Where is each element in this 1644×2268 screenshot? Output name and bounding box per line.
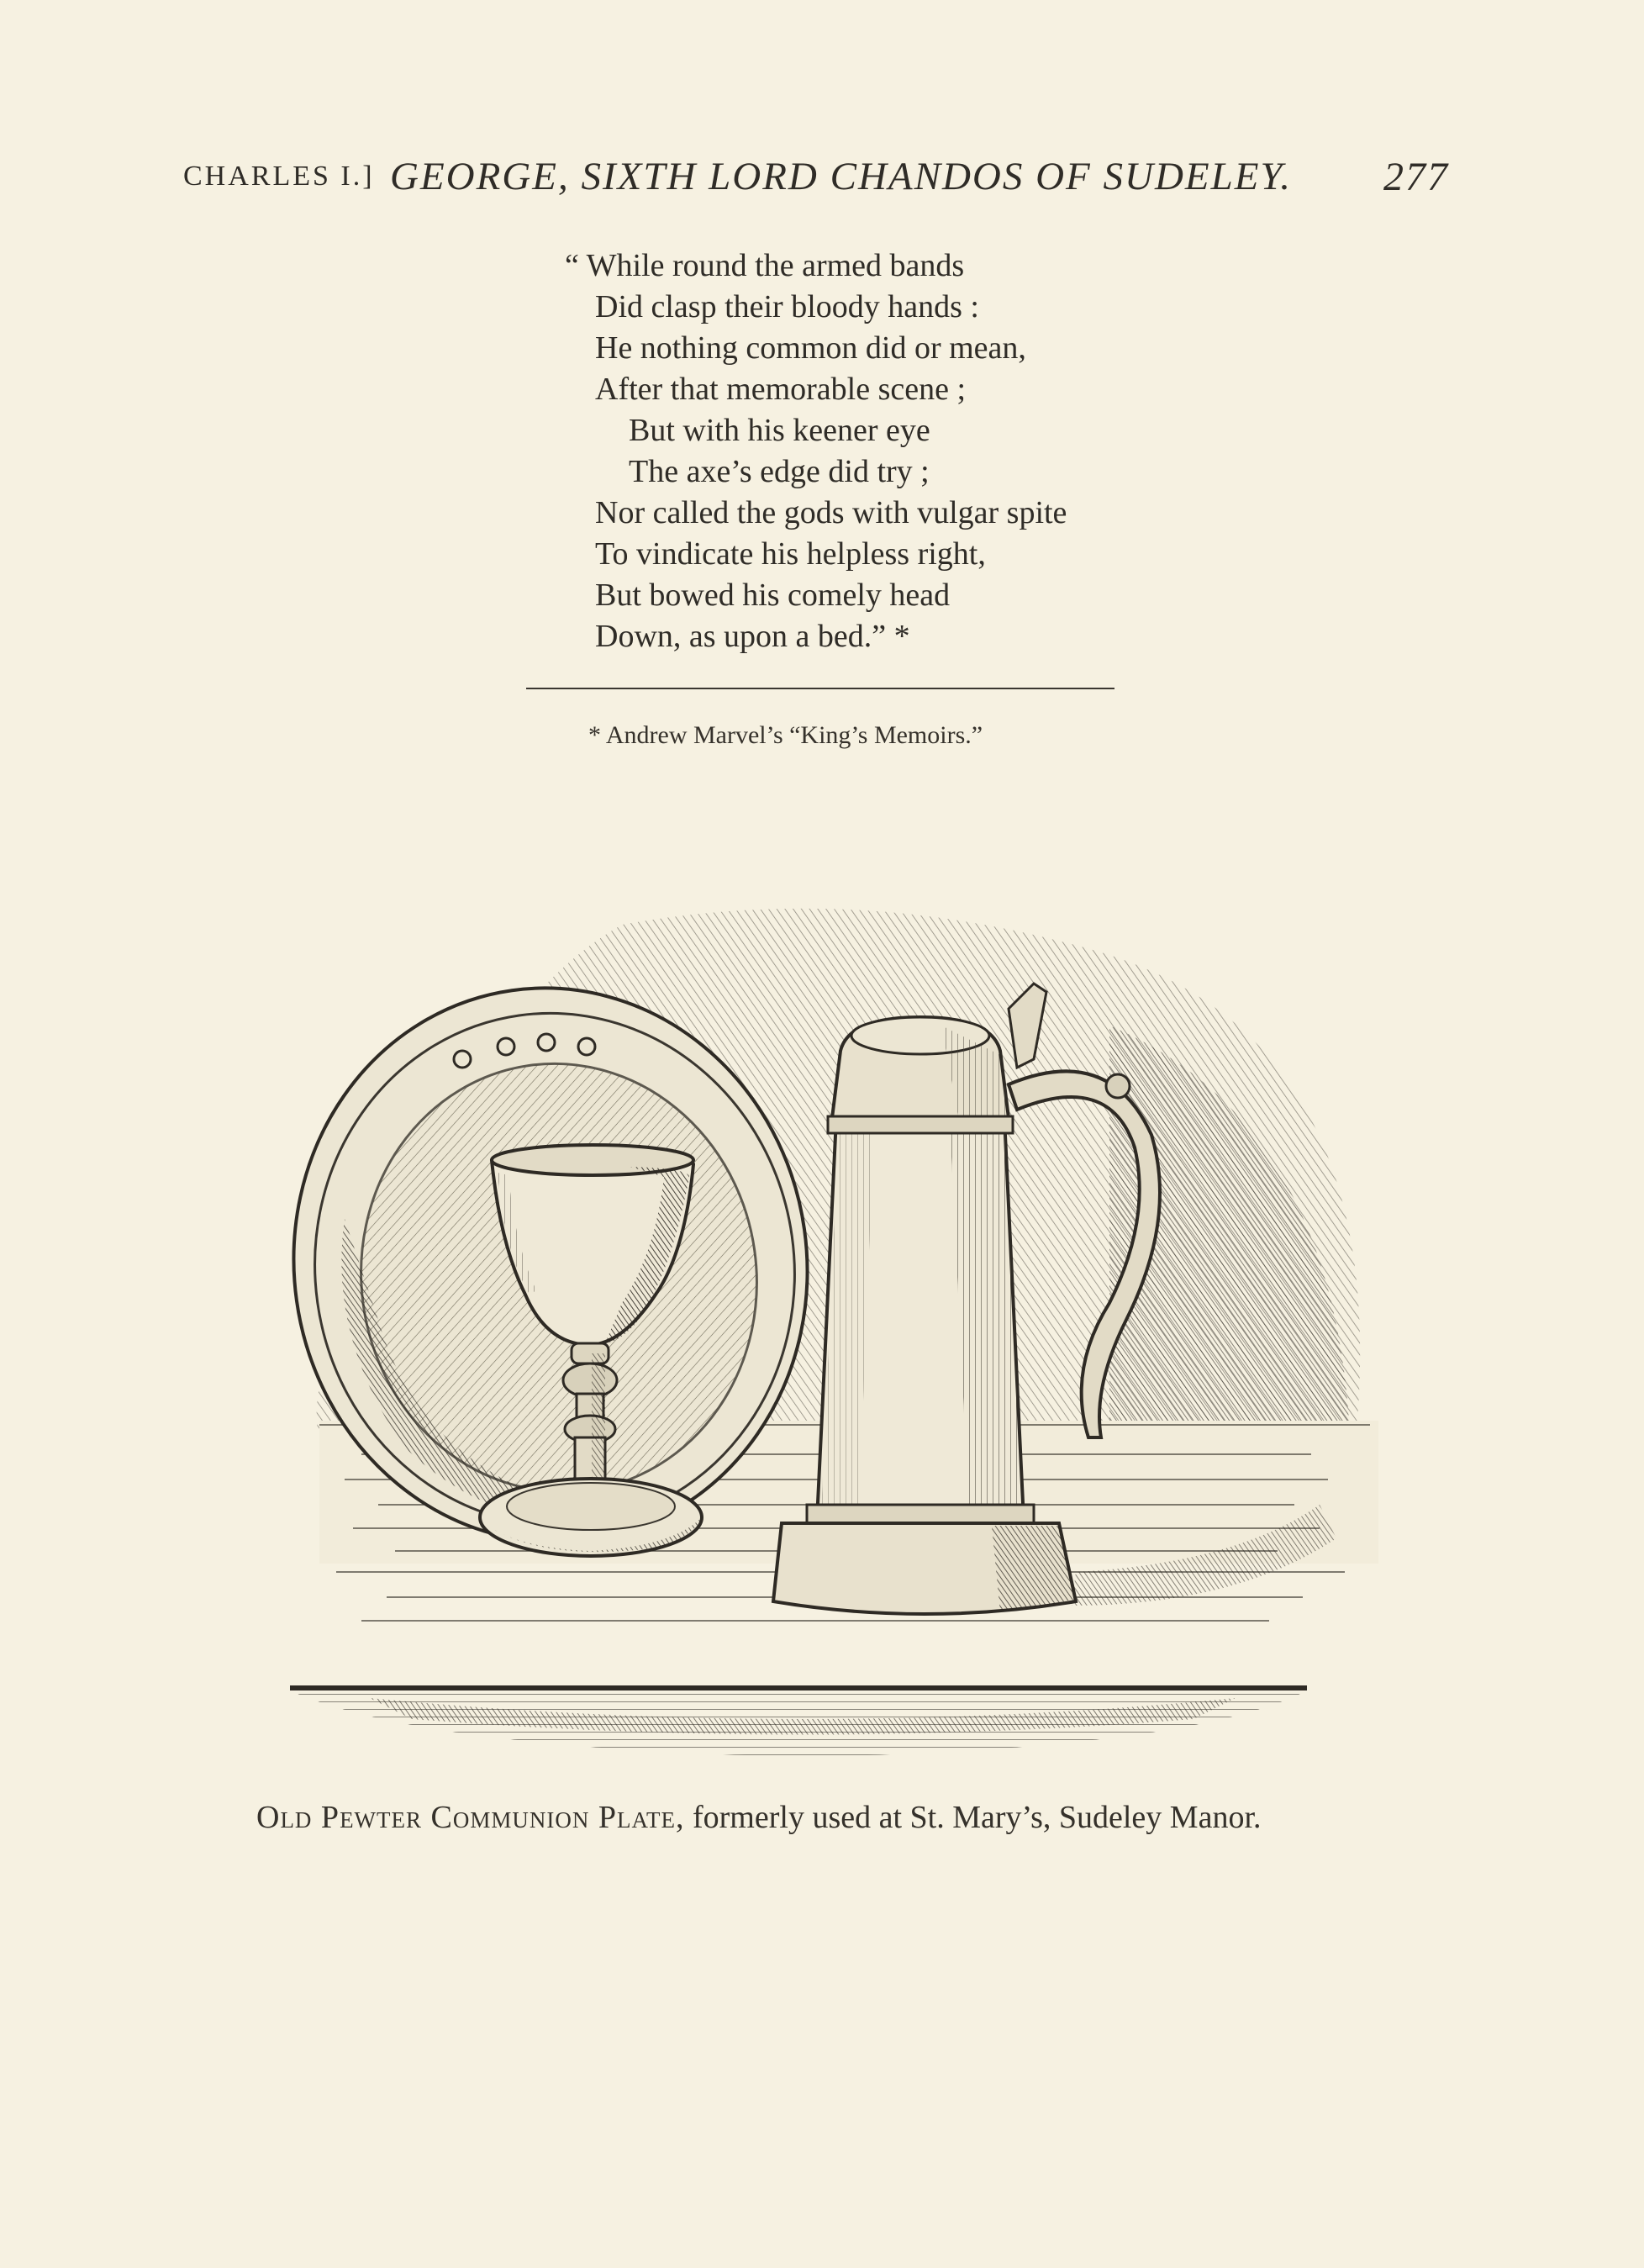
poem-line: Down, as upon a bed.” *: [595, 619, 910, 654]
page-number: 277: [1383, 155, 1449, 199]
poem-line: He nothing common did or mean,: [595, 330, 1026, 366]
pewter-engraving-illustration: [269, 899, 1378, 1774]
poem-line: “ While round the armed bands: [565, 248, 965, 283]
poem-line: Nor called the gods with vulgar spite: [595, 495, 1067, 530]
poem-line: The axe’s edge did try ;: [629, 454, 930, 489]
running-header: [183, 154, 1482, 204]
running-header-left: CHARLES I.]: [183, 161, 375, 192]
poem-line: After that memorable scene ;: [595, 372, 967, 407]
caption-title: Old Pewter Communion Plate,: [256, 1800, 685, 1835]
footnote-divider: [526, 688, 1114, 689]
poem-line: To vindicate his helpless right,: [595, 536, 986, 572]
poem: [565, 245, 1067, 657]
illustration-caption: [256, 1799, 1262, 1836]
poem-line: Did clasp their bloody hands :: [595, 289, 979, 324]
poem-line: But with his keener eye: [629, 413, 930, 448]
poem-line: But bowed his comely head: [595, 578, 951, 613]
footnote: * Andrew Marvel’s “King’s Memoirs.”: [588, 721, 983, 749]
running-header-title: GEORGE, SIXTH LORD CHANDOS OF SUDELEY.: [390, 155, 1293, 198]
caption-text: formerly used at St. Mary’s, Sudeley Manor.: [684, 1800, 1262, 1835]
